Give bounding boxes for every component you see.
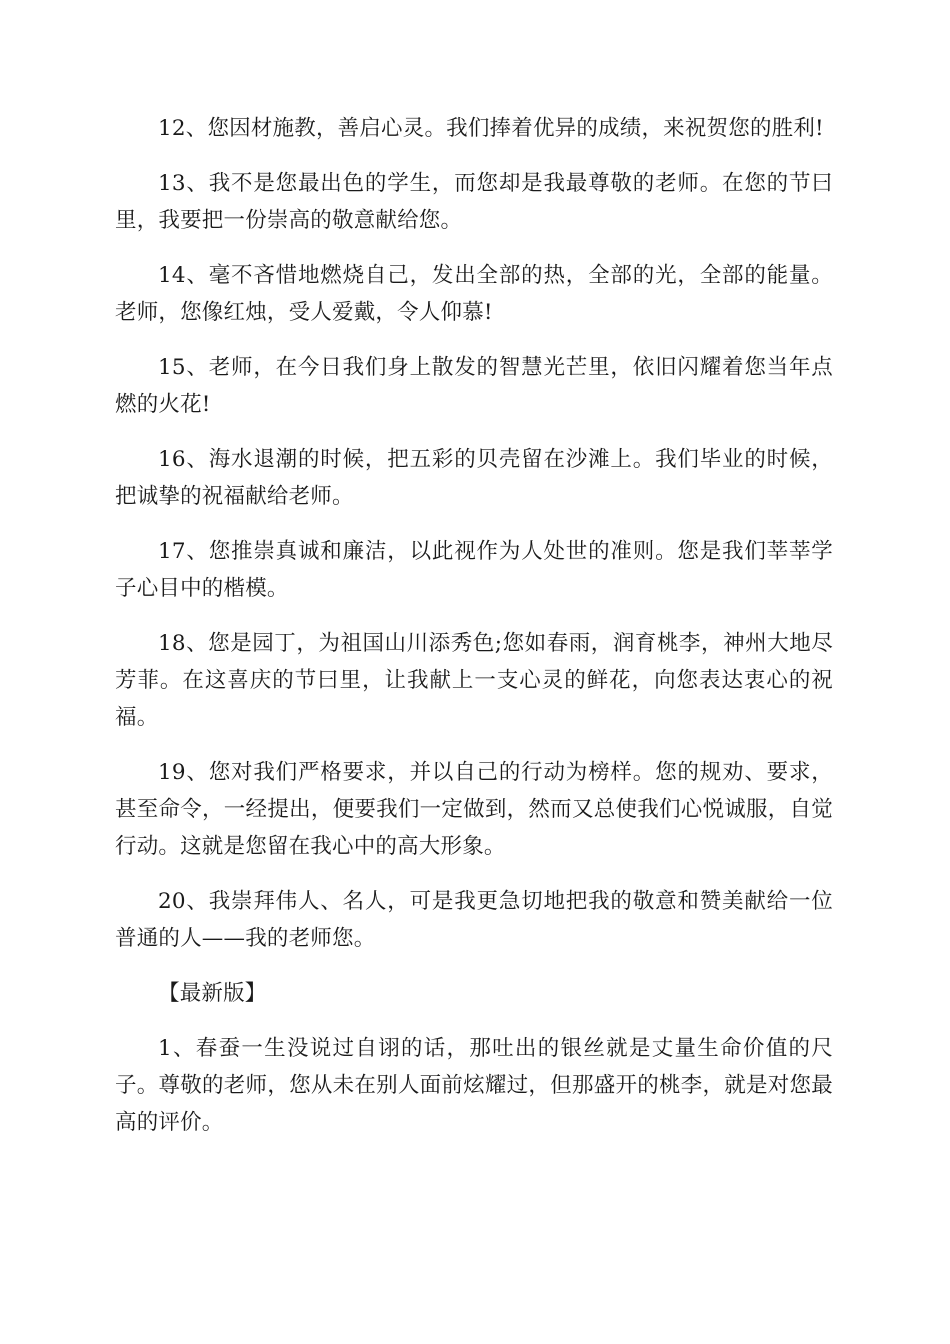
paragraph-12: 12、您因材施教，善启心灵。我们捧着优异的成绩，来祝贺您的胜利! (158, 116, 824, 141)
document-body (115, 110, 833, 1159)
paragraph-18: 18、您是园丁，为祖国山川添秀色;您如春雨，润育桃李，神州大地尽芳菲。在这喜庆的节曰里，让我献上一支心灵的鲜花，向您表达衷心的祝福。 (115, 631, 833, 730)
paragraph-15: 15、老师，在今日我们身上散发的智慧光芒里，依旧闪耀着您当年点燃的火花! (115, 355, 833, 417)
paragraph-14: 14、毫不吝惜地燃烧自己，发出全部的热，全部的光，全部的能量。老师，您像红烛，受人爱戴，令人仰慕! (115, 263, 833, 325)
section-heading: 【最新版】 (158, 981, 267, 1006)
paragraph-19: 19、您对我们严格要求，并以自己的行动为榜样。您的规劝、要求，甚至命令，一经提出，便要我们一定做到，然而又总使我们心悦诚服，自觉行动。这就是您留在我心中的高大形象。 (115, 760, 833, 859)
section-paragraph-1: 1、春蚕一生没说过自诩的话，那吐出的银丝就是丈量生命价值的尺子。尊敬的老师，您从未在别人面前炫耀过，但那盛开的桃李，就是对您最高的评价。 (115, 1036, 833, 1135)
paragraph-20: 20、我崇拜伟人、名人，可是我更急切地把我的敬意和赞美献给一位普通的人——我的老师您。 (115, 889, 833, 951)
paragraph-17: 17、您推崇真诚和廉洁，以此视作为人处世的准则。您是我们莘莘学子心目中的楷模。 (115, 539, 833, 601)
paragraph-16: 16、海水退潮的时候，把五彩的贝壳留在沙滩上。我们毕业的时候，把诚挚的祝福献给老师。 (115, 447, 833, 509)
paragraph-13: 13、我不是您最出色的学生，而您却是我最尊敬的老师。在您的节曰里，我要把一份崇高的敬意献给您。 (115, 171, 833, 233)
